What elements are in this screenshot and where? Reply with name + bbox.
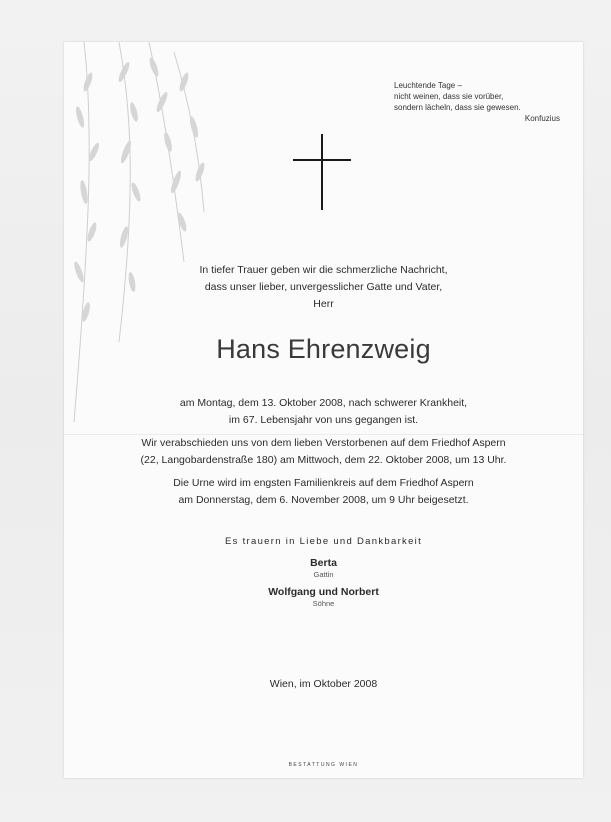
quote-author: Konfuzius [524, 114, 560, 123]
text-line: am Montag, dem 13. Oktober 2008, nach schwerer Krankheit, [179, 397, 468, 409]
cross-icon [293, 134, 353, 210]
intro-line: In tiefer Trauer geben wir die schmerzliche Nachricht, [199, 264, 448, 276]
deceased-name: Hans Ehrenzweig [216, 334, 431, 364]
text-line: am Donnerstag, dem 6. November 2008, um 9 Uhr beigesetzt. [178, 494, 469, 506]
mourner-relation: Söhne [312, 599, 335, 608]
text-line: Die Urne wird im engsten Familienkreis auf dem Friedhof Aspern [173, 477, 474, 489]
mourner-name: Wolfgang und Norbert [268, 586, 379, 598]
text-line: (22, Langobardenstraße 180) am Mittwoch, dem 22. Oktober 2008, um 13 Uhr. [140, 454, 507, 466]
place-date: Wien, im Oktober 2008 [269, 678, 378, 690]
funeral-home-footer: BESTATTUNG WIEN [288, 762, 359, 768]
intro-line: Herr [313, 298, 334, 310]
farewell-paragraph [64, 435, 583, 469]
urn-paragraph [64, 475, 583, 509]
obituary-card [64, 42, 583, 778]
quote-line: nicht weinen, dass sie vorüber, [394, 92, 504, 101]
quote-block [394, 80, 574, 124]
mourner-entry [64, 586, 583, 609]
mourner-name: Berta [310, 557, 337, 569]
text-line: Wir verabschieden uns von dem lieben Verstorbenen auf dem Friedhof Aspern [141, 437, 506, 449]
intro-text [64, 262, 583, 313]
mourner-relation: Gattin [313, 570, 334, 579]
intro-line: dass unser lieber, unvergesslicher Gatte und Vater, [204, 281, 443, 293]
details-text [64, 395, 583, 515]
quote-line: sondern lächeln, dass sie gewesen. [394, 103, 521, 112]
quote-line: Leuchtende Tage – [394, 81, 462, 90]
death-paragraph [64, 395, 583, 429]
text-line: im 67. Lebensjahr von uns gegangen ist. [228, 414, 419, 426]
mourners-heading: Es trauern in Liebe und Dankbarkeit [224, 536, 423, 547]
mourner-entry [64, 557, 583, 580]
